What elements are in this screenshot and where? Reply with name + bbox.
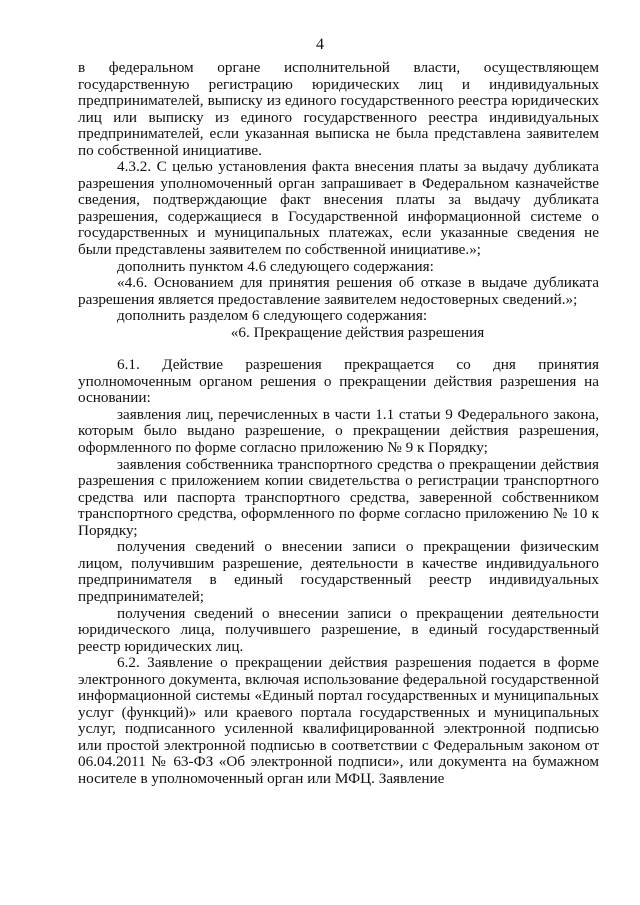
paragraph-6-1: 6.1. Действие разрешения прекращается со дня принятия уполномоченным органом решения о прекращении действия разрешения на основании: bbox=[78, 356, 599, 407]
paragraph-amend-section-6: дополнить разделом 6 следующего содержания: bbox=[117, 307, 428, 325]
page-number: 4 bbox=[316, 36, 324, 53]
list-item-ground-4: получения сведений о внесении записи о прекращении деятельности юридического лица, получившего разрешение, в единый государственный реестр юридических лиц. bbox=[78, 604, 599, 655]
paragraph-6-2: 6.2. Заявление о прекращении действия разрешения подается в форме электронного документа, включая использование федеральной государственной информационной системы «Единый портал государственных и муниципальных услуг (функций)» или краевого портала государственных и муниципальных услуг, подписанного усиленной квалифицированной электронной подписью или простой электронной подписью в соответствии с Федеральным законом от 06.04.2011 № 63-ФЗ «Об электронной подписи», или документа на бумажном носителе в уполномоченный орган или МФЦ. Заявление bbox=[78, 654, 599, 787]
list-item-ground-2: заявления собственника транспортного средства о прекращении действия разрешения с приложением копии свидетельства о регистрации транспортного средства или паспорта транспортного средства, заверенной собственником транспортного средства, оформленного по форме согласно приложению № 10 к Порядку; bbox=[78, 455, 599, 539]
list-item-ground-1: заявления лиц, перечисленных в части 1.1 статьи 9 Федерального закона, которым было выдано разрешение, о прекращении действия разрешения, оформленного по форме согласно приложению № 9 к Порядку; bbox=[78, 405, 599, 457]
paragraph-4-6: «4.6. Основанием для принятия решения об отказе в выдаче дубликата разрешения является предоставление заявителем недостоверных сведений.»; bbox=[78, 274, 599, 308]
paragraph-amend-4-6: дополнить пунктом 4.6 следующего содержания: bbox=[117, 257, 434, 275]
paragraph-4-3-2: 4.3.2. С целью установления факта внесения платы за выдачу дубликата разрешения уполномоченный орган запрашивает в Федеральном казначействе сведения, подтверждающие факт внесения платы за выдачу дубликата разрешения, содержащиеся в Государственной информационной системе о государственных и муниципальных платежах, если указанные сведения не были представлены заявителем по собственной инициативе.»; bbox=[78, 158, 599, 259]
paragraph-continuation: в федеральном органе исполнительной власти, осуществляющем государственную регистрацию юридических лиц и индивидуальных предпринимателей, выписку из единого государственного реестра юридических лиц или выписку из единого государственного реестра индивидуальных предпринимателей, если указанная выписка не была представлена заявителем по собственной инициативе. bbox=[78, 59, 599, 159]
section-6-heading: «6. Прекращение действия разрешения bbox=[230, 323, 485, 341]
document-body bbox=[78, 60, 599, 788]
list-item-ground-3: получения сведений о внесении записи о прекращении физическим лицом, получившим разрешение, деятельности в качестве индивидуального предпринимателя в единый государственный реестр индивидуальных предпринимателей; bbox=[78, 538, 599, 605]
